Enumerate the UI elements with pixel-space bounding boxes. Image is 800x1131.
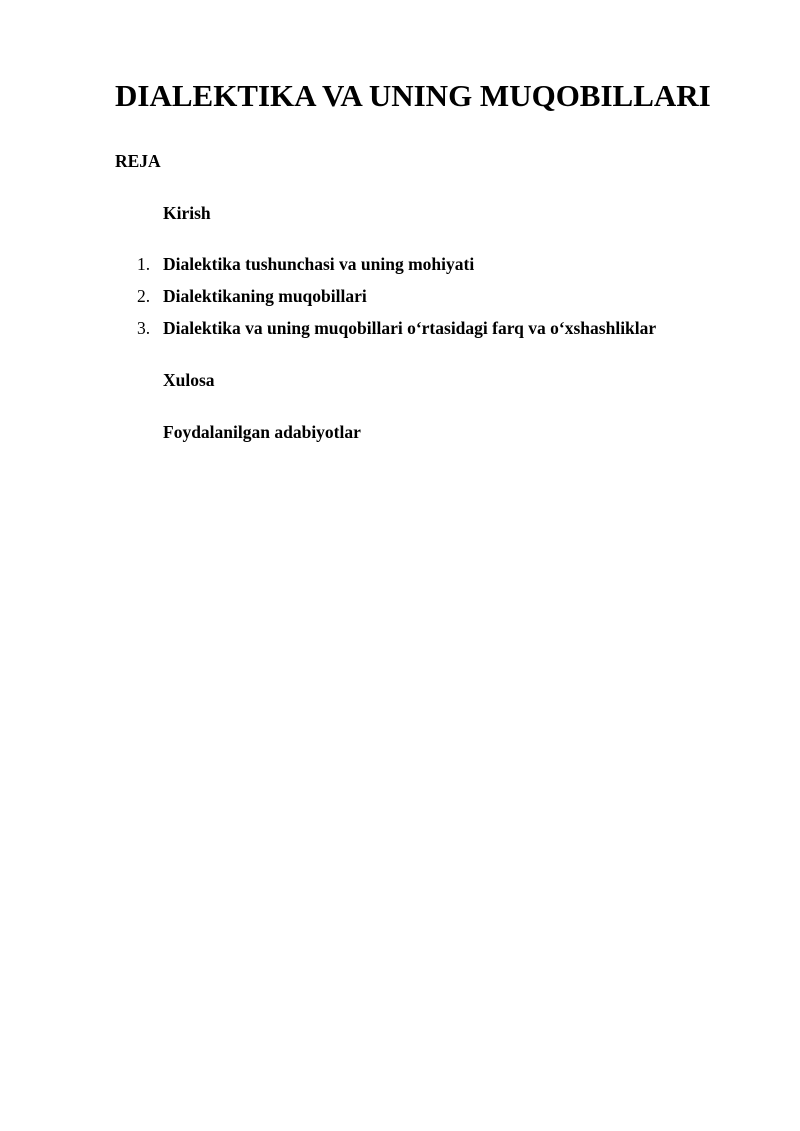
document-title: DIALEKTIKA VA UNING MUQOBILLARI xyxy=(115,78,711,113)
plan-heading: REJA xyxy=(115,151,161,171)
plan-item-text: Dialektika tushunchasi va uning mohiyati xyxy=(163,254,475,274)
plan-item-number: 3. xyxy=(137,318,151,338)
plan-entry-references: Foydalanilgan adabiyotlar xyxy=(163,422,361,442)
plan-entry-introduction: Kirish xyxy=(163,203,211,223)
plan-item-number: 1. xyxy=(137,254,151,274)
plan-item-number: 2. xyxy=(137,286,151,306)
plan-item-text: Dialektikaning muqobillari xyxy=(163,286,367,306)
plan-entry-conclusion: Xulosa xyxy=(163,370,215,390)
plan-item-text: Dialektika va uning muqobillari o‘rtasidagi farq va o‘xshashliklar xyxy=(163,318,657,338)
